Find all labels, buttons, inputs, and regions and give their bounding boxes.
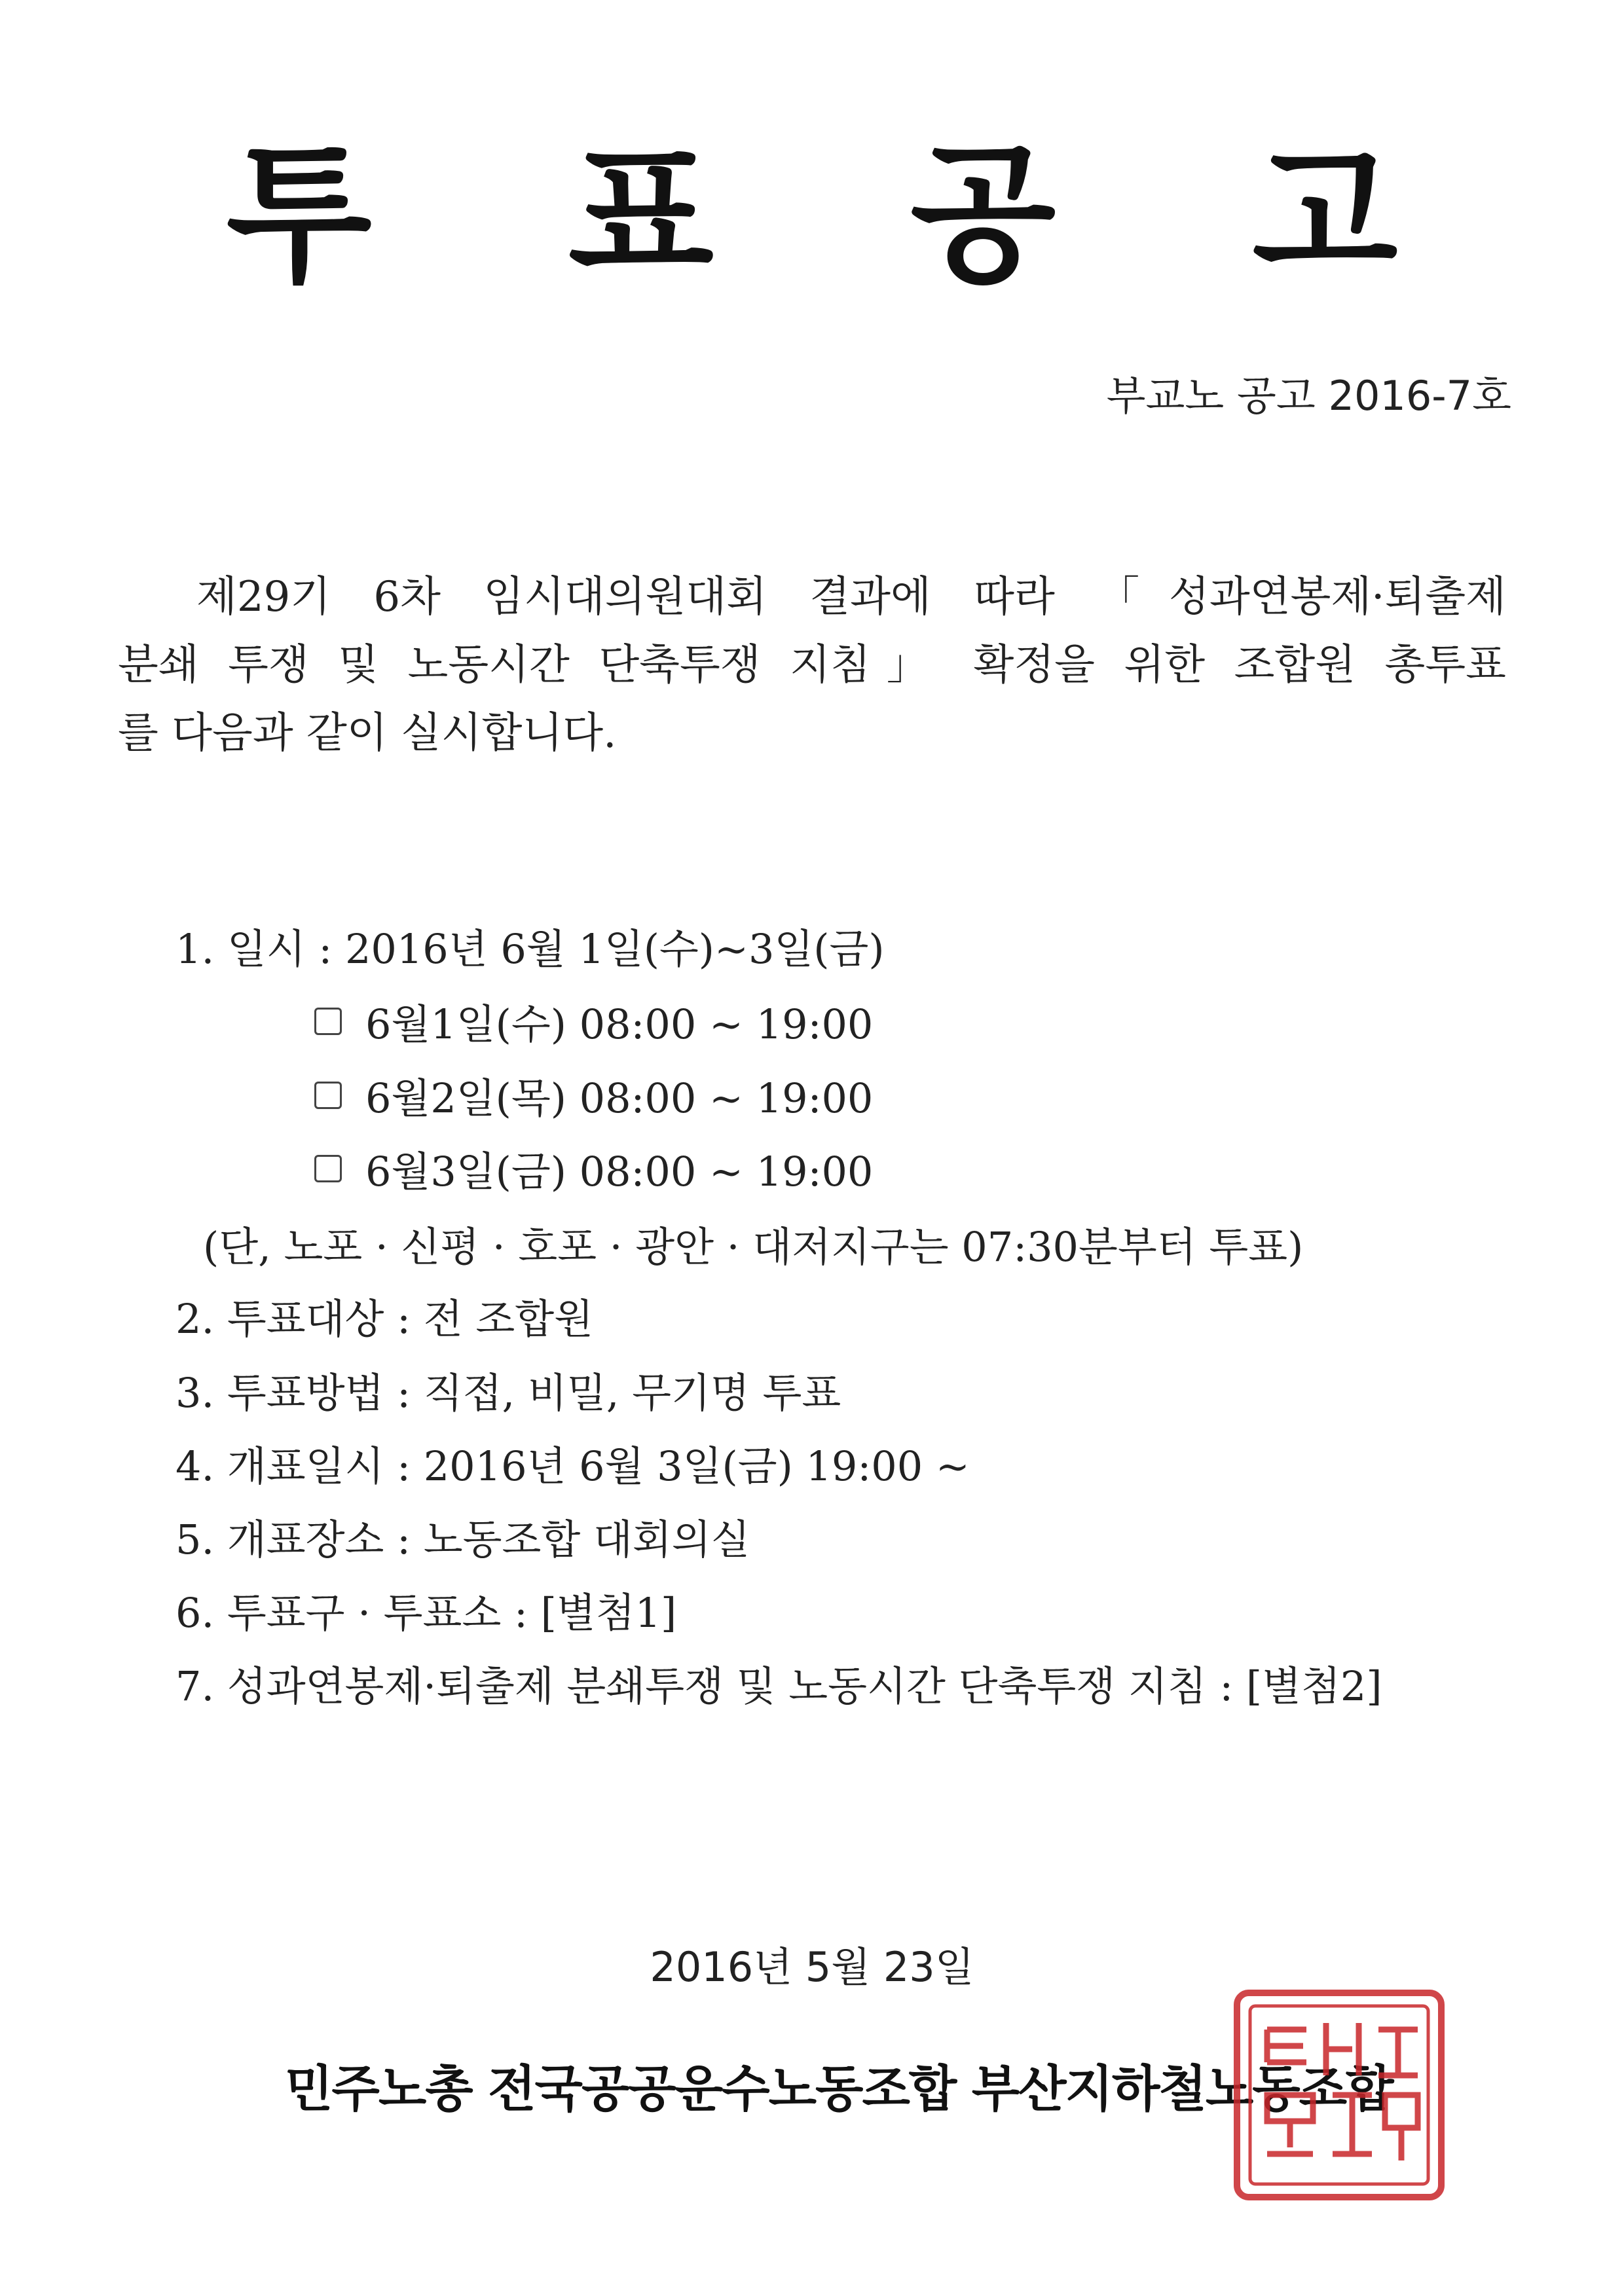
organization-name: 민주노총 전국공공운수노동조합 부산지하철노동조합: [285, 2060, 1393, 2118]
notice-date: 2016년 5월 23일: [650, 1943, 974, 1991]
seal-glyph: [1267, 2023, 1418, 2075]
checkbox-icon: [314, 1008, 342, 1035]
list-item: 5. 개표장소 : 노동조합 대회의실: [175, 1516, 750, 1563]
schedule-note: (단, 노포 · 신평 · 호포 · 광안 · 대저지구는 07:30분부터 투표): [203, 1223, 1304, 1271]
checkbox-icon: [314, 1155, 342, 1182]
list-item: 2. 투표대상 : 전 조합원: [175, 1295, 594, 1343]
schedule-day-text: 6월3일(금) 08:00 ~ 19:00: [365, 1148, 874, 1195]
union-seal-icon: [1228, 1984, 1450, 2206]
seal-glyph: [1267, 2095, 1418, 2160]
intro-line: 분쇄 투쟁 및 노동시간 단축투쟁 지침」 확정을 위한 조합원 총투표: [118, 641, 1506, 689]
list-item: 4. 개표일시 : 2016년 6월 3일(금) 19:00 ~: [175, 1442, 970, 1490]
checkbox-icon: [314, 1082, 342, 1109]
list-item: 3. 투표방법 : 직접, 비밀, 무기명 투표: [175, 1369, 841, 1417]
notice-number: 부교노 공고 2016-7호: [1106, 372, 1511, 420]
intro-line: 제29기 6차 임시대의원대회 결과에 따라 「성과연봉제·퇴출제: [196, 573, 1506, 621]
list-item: 7. 성과연봉제·퇴출제 분쇄투쟁 및 노동시간 단축투쟁 지침 : [별첨2]: [175, 1662, 1382, 1710]
schedule-day: [314, 1139, 873, 1197]
intro-paragraph: [118, 563, 1506, 767]
schedule-day-text: 6월2일(목) 08:00 ~ 19:00: [365, 1074, 874, 1122]
schedule-day: [314, 992, 873, 1050]
intro-line: 를 다음과 같이 실시합니다.: [118, 709, 617, 757]
schedule-label: 1. 일시 : 2016년 6월 1일(수)~3일(금): [175, 925, 885, 973]
notice-title: 투 표 공 고: [226, 128, 1470, 303]
list-item: 6. 투표구 · 투표소 : [별첨1]: [175, 1589, 677, 1637]
schedule-day-text: 6월1일(수) 08:00 ~ 19:00: [365, 1000, 874, 1048]
schedule-day: [314, 1066, 873, 1124]
